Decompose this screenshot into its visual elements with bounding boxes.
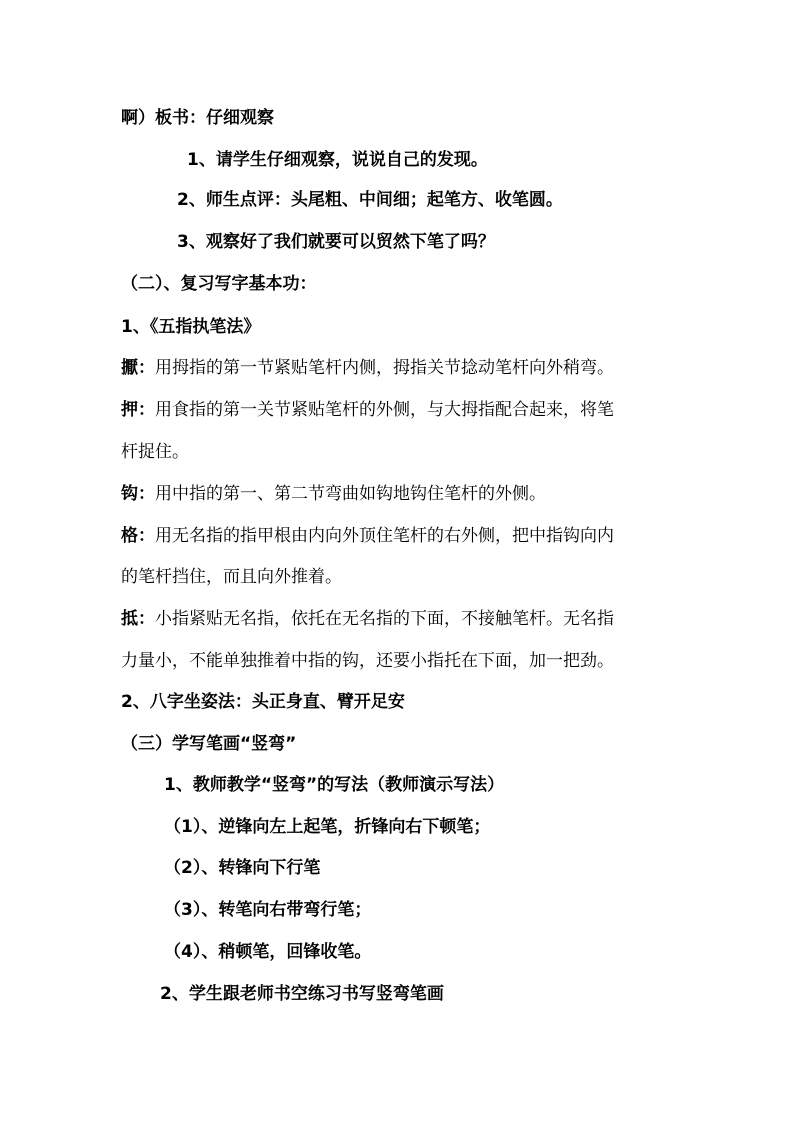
line-normal-text: 用无名指的指甲根由内向外顶住笔杆的右外侧，把中指钩向内 (155, 526, 614, 546)
text-line (121, 608, 614, 630)
line-bold-text: （三）学写笔画“竖弯” (121, 734, 297, 754)
line-bold-text: 1、《五指执笔法》 (121, 317, 261, 337)
line-bold-text: 格： (121, 526, 155, 546)
line-bold-text: 擫： (121, 358, 155, 378)
text-line (121, 483, 546, 505)
text-line (164, 857, 320, 879)
text-line (121, 273, 317, 295)
text-line (160, 983, 444, 1005)
line-normal-text: 用拇指的第一节紧贴笔杆内侧，拇指关节捻动笔杆向外稍弯。 (155, 358, 614, 378)
text-line (121, 441, 189, 463)
line-bold-text: （3）、转笔向右带弯行笔； (164, 900, 372, 920)
line-bold-text: （4）、稍顿笔，回锋收笔。 (164, 942, 372, 962)
line-normal-text: 用中指的第一、第二节弯曲如钩地钩住笔杆的外侧。 (155, 484, 546, 504)
text-line (164, 941, 371, 963)
text-line (121, 399, 614, 421)
text-line (121, 525, 614, 547)
line-normal-text: 用食指的第一关节紧贴笔杆的外侧，与大拇指配合起来，将笔 (155, 400, 614, 420)
text-line (164, 774, 504, 796)
text-line (121, 357, 614, 379)
line-bold-text: 2、学生跟老师书空练习书写竖弯笔画 (160, 984, 444, 1004)
text-line (121, 316, 260, 338)
text-line (121, 107, 274, 129)
line-bold-text: 2、师生点评：头尾粗、中间细；起笔方、收笔圆。 (177, 190, 563, 210)
line-bold-text: 1、请学生仔细观察，说说自己的发现。 (187, 150, 488, 170)
line-bold-text: 押： (121, 400, 155, 420)
line-bold-text: 3、观察好了我们就要可以贸然下笔了吗？ (177, 232, 495, 252)
line-bold-text: （1）、逆锋向左上起笔，折锋向右下顿笔； (164, 817, 491, 837)
text-line (187, 149, 488, 171)
line-bold-text: 抵： (121, 609, 155, 629)
text-line (164, 816, 490, 838)
line-normal-text: 的笔杆挡住，而且向外推着。 (121, 567, 342, 587)
line-bold-text: 2、八字坐姿法：头正身直、臂开足安 (121, 692, 405, 712)
text-line (177, 189, 563, 211)
line-normal-text: 力量小，不能单独推着中指的钩，还要小指托在下面，加一把劲。 (121, 651, 614, 671)
text-line (121, 650, 614, 672)
line-bold-text: 1、教师教学“竖弯”的写法（教师演示写法） (164, 775, 505, 795)
text-line (164, 899, 371, 921)
text-line (121, 691, 405, 713)
text-line (121, 566, 342, 588)
text-line (177, 231, 495, 253)
text-line (121, 733, 296, 755)
line-normal-text: 杆捉住。 (121, 442, 189, 462)
line-bold-text: 啊）板书：仔细观察 (121, 108, 274, 128)
line-bold-text: 钩： (121, 484, 155, 504)
line-bold-text: （2）、转锋向下行笔 (164, 858, 321, 878)
line-bold-text: （二）、复习写字基本功： (121, 274, 317, 294)
line-normal-text: 小指紧贴无名指，依托在无名指的下面，不接触笔杆。无名指 (155, 609, 614, 629)
